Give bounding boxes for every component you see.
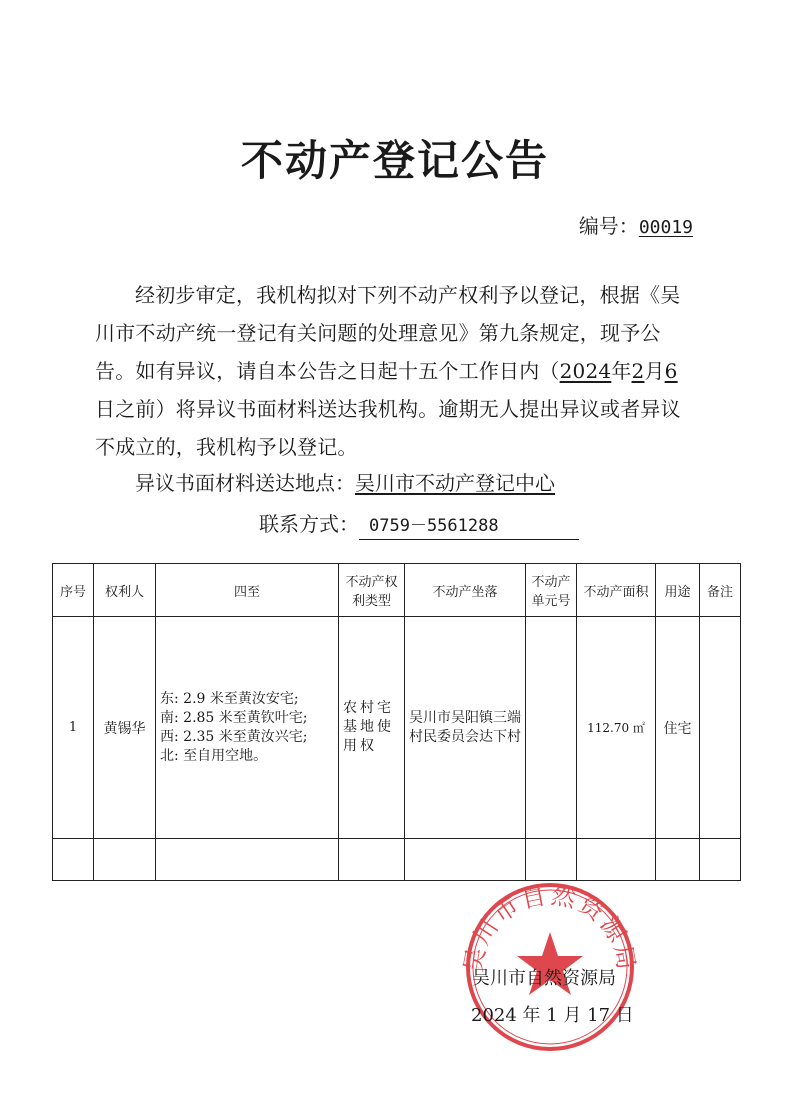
notice-text-part1: 经初步审定，我机构拟对下列不动产权利予以登记，根据《吴川市不动产统一登记有关问题的处理意见》第九条规定，现予公告。如有异议，请自本公告之日起十五个工作日内（ (95, 283, 681, 383)
cell-location: 吴川市吴阳镇三端村民委员会达下村 (405, 617, 526, 839)
objection-address-value: 吴川市不动产登记中心 (355, 471, 555, 495)
table-row (53, 617, 741, 839)
header-location: 不动产坐落 (405, 564, 526, 617)
notice-paragraph (95, 276, 697, 466)
cell-boundaries: 东: 2.9 米至黄汝安宅; 南: 2.85 米至黄钦叶宅; 西: 2.35 米至黄汝兴宅; 北: 至自用空地。 (156, 617, 339, 839)
contact-value: 0759－5561288 (359, 513, 579, 540)
document-number-label: 编号： (578, 214, 639, 238)
empty-cell (339, 839, 405, 881)
cell-holder: 黄锡华 (94, 617, 156, 839)
cell-unit-no (526, 617, 577, 839)
header-boundaries: 四至 (156, 564, 339, 617)
issuer-name: 吴川市自然资源局 (472, 968, 616, 989)
table-header-row (53, 564, 741, 617)
contact-info (259, 508, 579, 540)
header-area: 不动产面积 (577, 564, 656, 617)
deadline-year: 2024 (559, 359, 612, 383)
notice-body (95, 276, 697, 466)
cell-area: 112.70 ㎡ (577, 617, 656, 839)
empty-cell (156, 839, 339, 881)
document-number-value: 00019 (638, 217, 693, 238)
contact-label: 联系方式： (259, 512, 359, 536)
svg-text:吴川市自然资源局: 吴川市自然资源局 (459, 881, 641, 975)
deadline-month: 2 (631, 359, 645, 383)
deadline-year-unit: 年 (611, 359, 632, 383)
header-usage: 用途 (656, 564, 700, 617)
empty-cell (700, 839, 741, 881)
deadline-month-unit: 月 (644, 359, 665, 383)
header-index: 序号 (53, 564, 94, 617)
empty-cell (94, 839, 156, 881)
cell-usage: 住宅 (656, 617, 700, 839)
header-remark: 备注 (700, 564, 741, 617)
cell-index: 1 (53, 617, 94, 839)
sign-date: 2024 年 1 月 17 日 (471, 1005, 634, 1026)
objection-address-label: 异议书面材料送达地点： (135, 471, 355, 495)
empty-cell (53, 839, 94, 881)
cell-right-type: 农村宅基地使用权 (339, 617, 405, 839)
notice-text-part2: 日之前）将异议书面材料送达我机构。逾期无人提出异议或者异议不成立的，我机构予以登记。 (95, 397, 681, 459)
document-number (579, 210, 693, 239)
deadline-day: 6 (664, 359, 678, 383)
page-title: 不动产登记公告 (240, 136, 549, 185)
header-unit-no: 不动产单元号 (526, 564, 577, 617)
objection-address (135, 467, 555, 496)
cell-remark (700, 617, 741, 839)
registration-table (52, 563, 741, 881)
header-holder: 权利人 (94, 564, 156, 617)
header-right-type: 不动产权利类型 (339, 564, 405, 617)
empty-cell (656, 839, 700, 881)
